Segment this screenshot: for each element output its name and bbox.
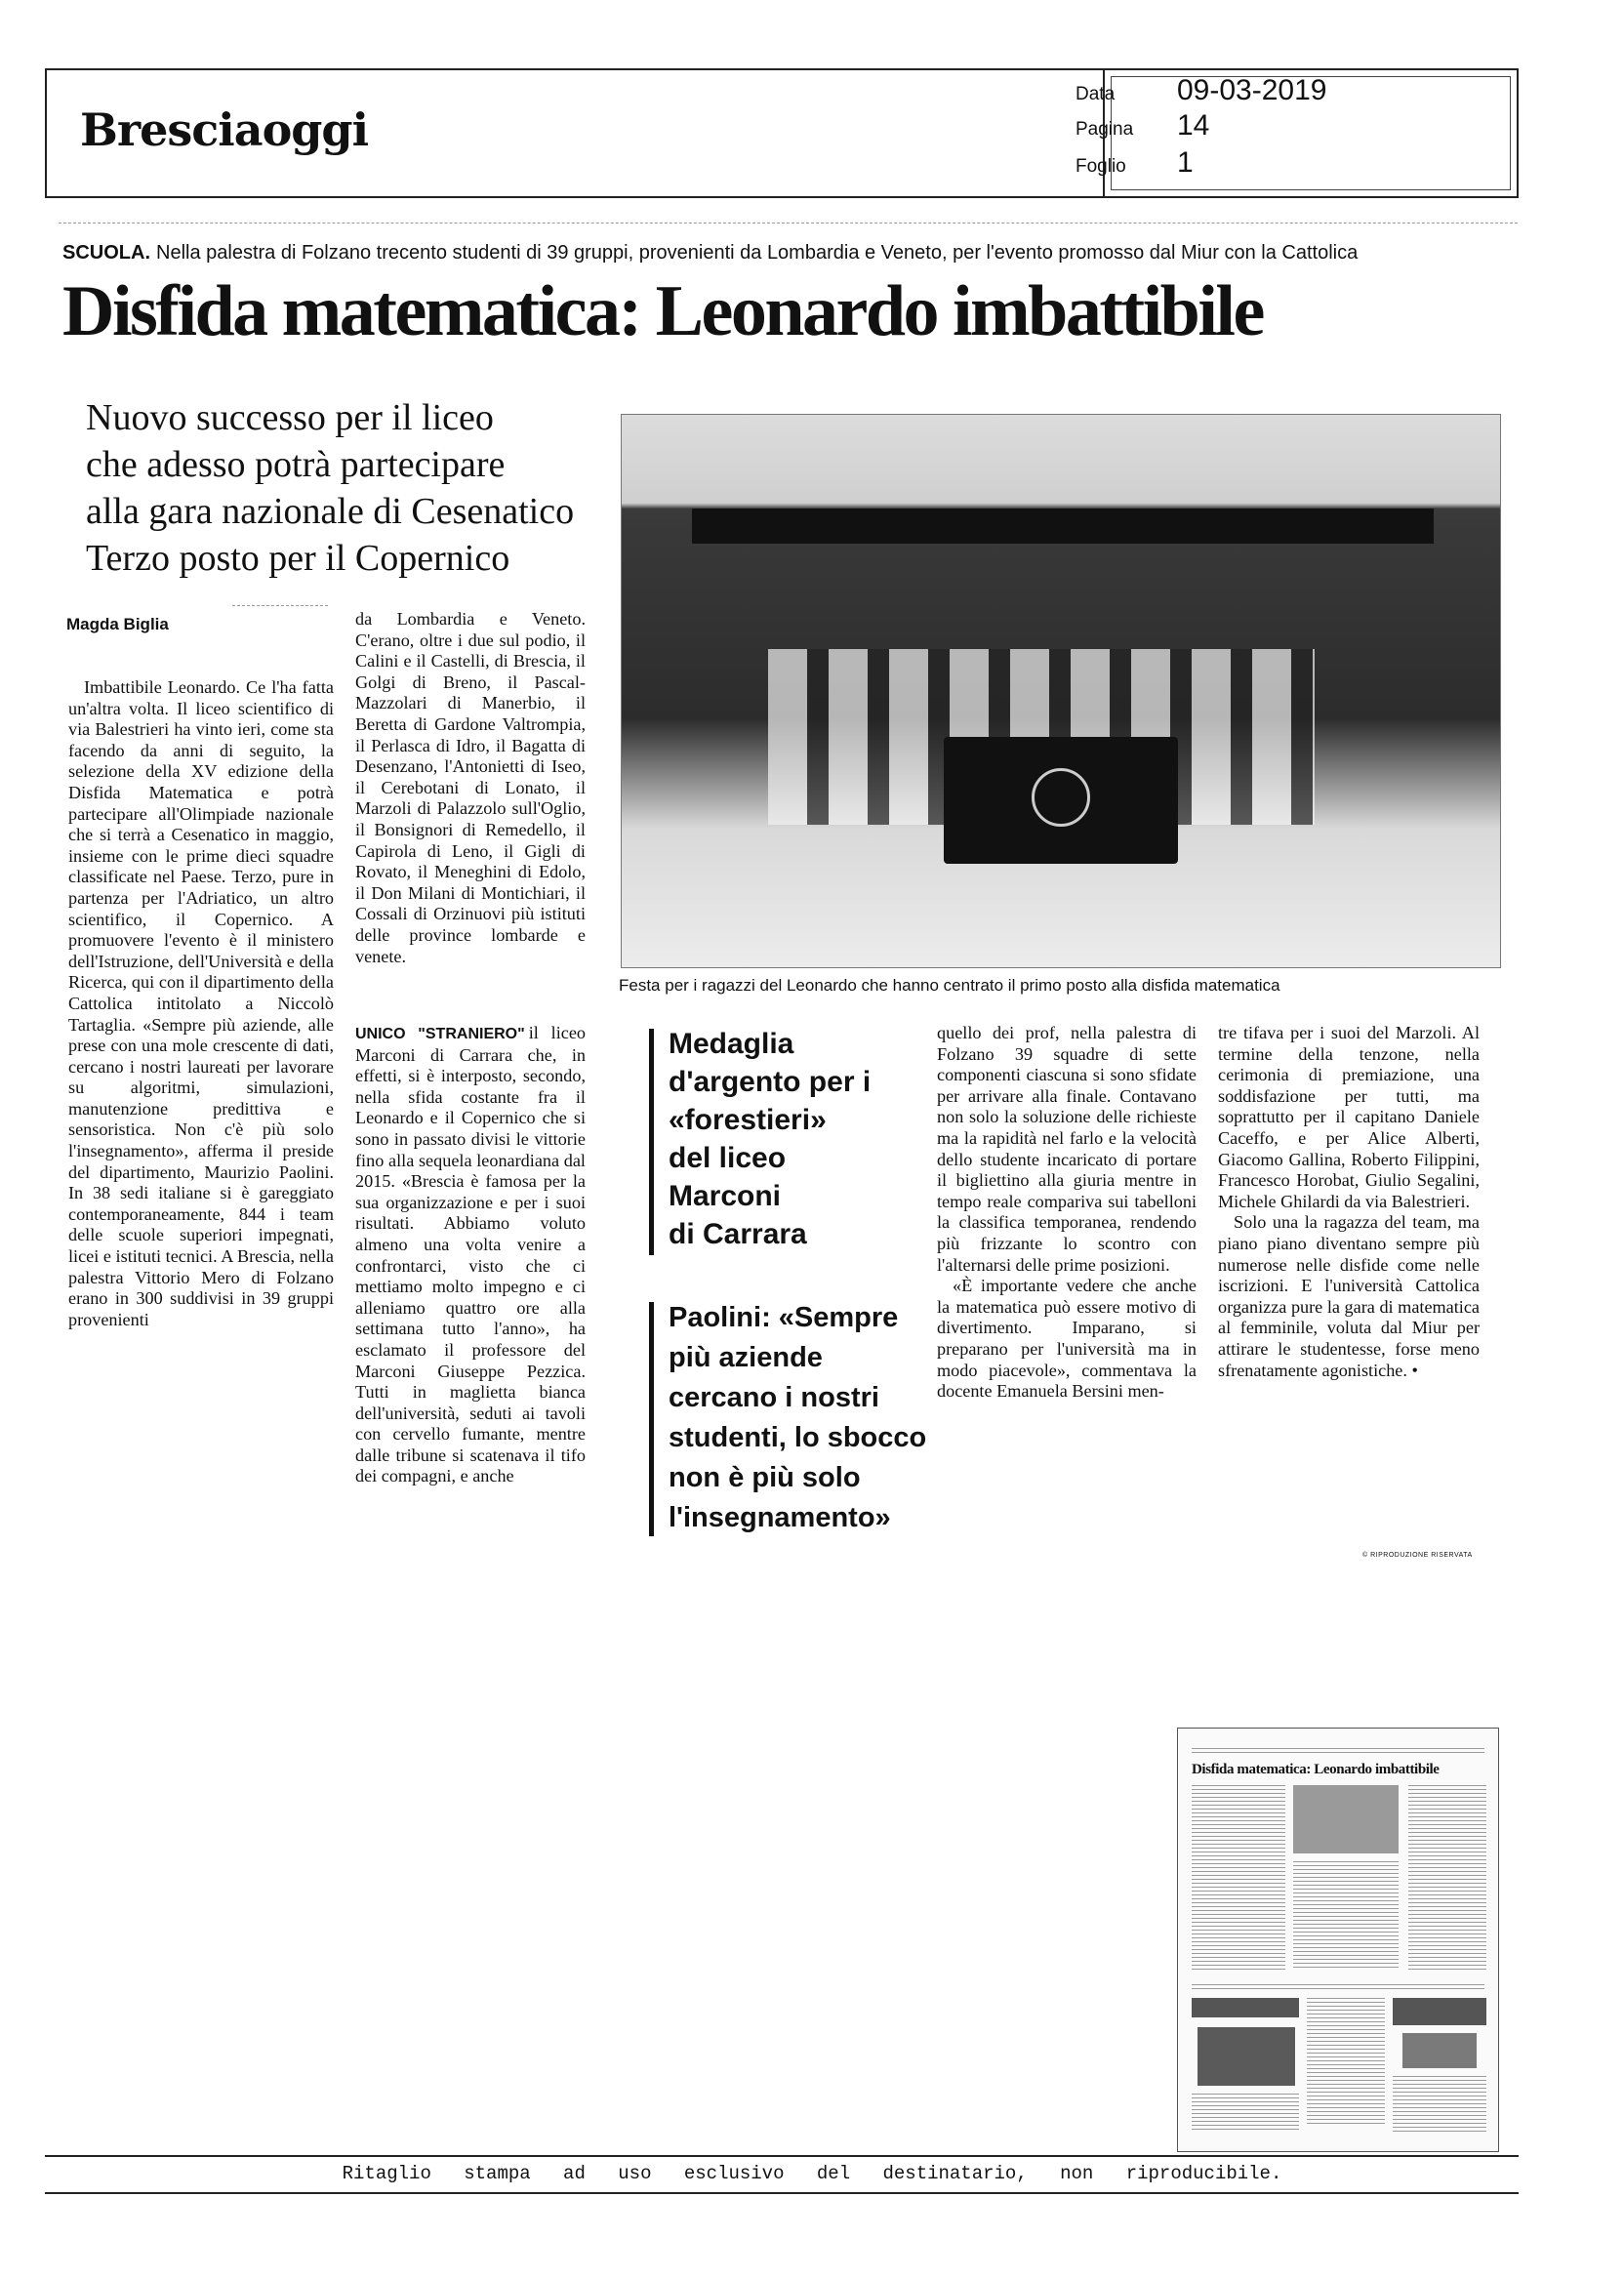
subhead-line: Terzo posto per il Copernico: [86, 538, 510, 579]
footer-rule-bottom: [45, 2192, 1519, 2194]
pullquote-line: non è più solo: [669, 1462, 861, 1493]
date-value: 09-03-2019: [1177, 74, 1327, 106]
pullquote-line: più aziende: [669, 1342, 823, 1373]
date-row: [1076, 74, 1326, 107]
pullquote-bar: [649, 1029, 654, 1255]
page-value: 14: [1177, 109, 1210, 142]
subhead-line: che adesso potrà partecipare: [86, 444, 506, 485]
body-paragraph: Imbattibile Leonardo. Ce l'ha fatta un'altra volta. Il liceo scientifico di via Balestrieri ha vinto ieri, come sta facendo da anni di seguito, la selezione della XV edizione della Disfida Matematica e potrà partecipare all'Olimpiade nazionale che si terrà a Cesenatico in maggio, insieme con le prime dieci squadre classificate nel Paese. Terzo, pure in partenza per l'Adriatico, un altro scientifico, il Copernico. A promuovere l'evento è il ministero dell'Istruzione, dell'Università e della Ricerca, qui con il dipartimento della Cattolica intitolato a Niccolò Tartaglia. «Sempre più aziende, alle prese con una mole crescente di dati, cercano i nostri laureati per lavorare su algoritmi, simulazioni, manutenzione predittiva e sensoristica. Non c'è più solo l'insegnamento», afferma il preside del dipartimento, Maurizio Paolini. In 38 sedi italiane si è gareggiato contemporaneamente, 844 i team delle scuole superiori impegnati, licei e istituti tecnici. A Brescia, nella palestra Vittorio Mero di Folzano erano in 300 suddivisi in 39 gruppi provenienti: [68, 677, 334, 1329]
pullquote-line: studenti, lo sbocco: [669, 1422, 927, 1453]
article-subhead: [86, 394, 632, 582]
page-label: Pagina: [1076, 119, 1134, 140]
pullquote-line: di Carrara: [669, 1218, 807, 1250]
date-label: Data: [1076, 84, 1116, 104]
pullquote-line: Paolini: «Sempre: [669, 1302, 899, 1333]
body-paragraph: da Lombardia e Veneto. C'erano, oltre i due sul podio, il Calini e il Castelli, di Brescia, il Golgi di Breno, il Pascal-Mazzolari di Manerbio, il Beretta di Gardone Valtrompia, il Perlasca di Idro, il Bagatta di Desenzano, l'Antonietti di Iseo, il Cerebotani di Lonato, il Marzoli di Palazzolo sull'Oglio, il Bonsignori di Remedello, il Capirola di Leno, il Gigli di Rovato, il Meneghini di Edolo, il Don Milani di Montichiari, il Cossali di Orzinuovi più istituti delle province lombarde e venete.: [355, 609, 586, 966]
pullquote-line: del liceo: [669, 1142, 787, 1174]
photo-caption: Festa per i ragazzi del Leonardo che hanno centrato il primo posto alla disfida matematica: [619, 976, 1280, 995]
thumbnail-text-block: [1192, 1748, 1484, 1756]
article-photo: [621, 414, 1501, 968]
pullquote-text: [669, 1298, 927, 1538]
thumbnail-subheadline: [1192, 1998, 1299, 2017]
thumbnail-photo: [1293, 1785, 1399, 1853]
body-paragraph: Solo una la ragazza del team, ma piano piano diventano sempre più numerose nelle disfide come nelle iscrizioni. E l'università Cattolica organizza pure la gara di matematica al femminile, voluta dal Miur per attirare le studentesse, forse meno sfrenatamente agonistiche. •: [1218, 1212, 1480, 1380]
copyright-note: © RIPRODUZIONE RISERVATA: [1362, 1552, 1473, 1559]
body-column-1: [68, 677, 334, 1330]
subhead-line: alla gara nazionale di Cesenatico: [86, 491, 575, 532]
thumbnail-text-block: [1192, 1984, 1484, 1990]
body-column-4: [1218, 1023, 1480, 1381]
body-text: il liceo Marconi di Carrara che, in effetti, si è interposto, secondo, nella sfida costante fra il Leonardo e il Copernico che si sono in passato divisi le vittorie fino alla sequela leonardiana dal 2015. «Brescia è famosa per la sua organizzazione e per i suoi risultati. Abbiamo voluto almeno una volta venire a confrontarci, visto che ci mettiamo molto impegno e ci alleniamo quattro ore alla settimana tutto l'anno», ha esclamato il professore del Marconi Giuseppe Pezzica. Tutti in maglietta bianca dell'università, seduti ai tavoli con cervello fumante, mentre dalle tribune si scatenava il tifo dei compagni, e anche: [355, 1023, 586, 1486]
body-column-2: [355, 609, 586, 967]
newspaper-name: Bresciaoggi: [80, 103, 369, 156]
thumbnail-subheadline: [1393, 1998, 1486, 2025]
body-paragraph: quello dei prof, nella palestra di Folzano 39 squadre di sette componenti ciascuna si sono sfidate per arrivare alla finale. Contavano non solo la soluzione delle richieste ma la rapidità nel farlo e la velocità dello studente incaricato di portare il bigliettino alla giuria mentre in tempo reale compariva sui tabelloni la classifica temporanea, rendendo più frizzante lo scontro con l'alternarsi delle prime posizioni.: [937, 1023, 1197, 1275]
pullquote-line: Medaglia: [669, 1028, 794, 1060]
body-paragraph: «È importante vedere che anche la matematica può essere motivo di divertimento. Imparano, si preparano per l'università ma in modo piacevole», commentava la docente Emanuela Bersini men-: [937, 1276, 1197, 1402]
body-paragraph: [355, 1023, 586, 1487]
kicker-text: Nella palestra di Folzano trecento studenti di 39 gruppi, provenienti da Lombardia e Veneto, per l'evento promosso dal Miur con la Cattolica: [156, 242, 1359, 264]
sheet-row: [1076, 146, 1194, 180]
thumbnail-text-block: [1192, 2094, 1299, 2133]
sheet-value: 1: [1177, 146, 1194, 179]
body-column-2-lower: [355, 1023, 586, 1487]
photo-shelter-roof: [692, 509, 1434, 544]
article-top-rule: [59, 223, 1518, 224]
pullquote-line: «forestieri»: [669, 1104, 827, 1136]
article-byline: Magda Biglia: [66, 615, 169, 633]
footer-rule-top: [45, 2155, 1519, 2157]
footer-notice: Ritaglio stampa ad uso esclusivo del destinatario, non riproducibile.: [342, 2163, 1282, 2184]
pullquote-box-marconi: [649, 1025, 922, 1259]
subhead-line: Nuovo successo per il liceo: [86, 397, 494, 438]
page-row: [1076, 109, 1209, 142]
article-headline: Disfida matematica: Leonardo imbattibile: [62, 271, 1263, 351]
pullquote-line: Marconi: [669, 1180, 782, 1212]
body-paragraph: tre tifava per i suoi del Marzoli. Al termine della tenzone, nella cerimonia di premiazione, una soddisfazione per tutti, ma soprattutto per il capitano Daniele Caceffo, e per Alice Alberti, Giacomo Gallina, Roberto Filippini, Francesco Horobat, Giulio Segalini, Michele Ghilardi da via Balestrieri.: [1218, 1023, 1480, 1211]
thumbnail-text-block: [1192, 1785, 1285, 1971]
page-thumbnail: [1177, 1728, 1499, 2152]
kicker-label: SCUOLA.: [62, 242, 150, 264]
pullquote-bar: [649, 1302, 654, 1536]
byline-rule: [232, 605, 328, 606]
thumbnail-photo: [1198, 2027, 1295, 2086]
thumbnail-photo: [1402, 2033, 1477, 2068]
thumbnail-text-block: [1307, 1998, 1385, 2125]
body-column-3: [937, 1023, 1197, 1403]
runin-heading: UNICO "STRANIERO": [355, 1026, 525, 1042]
pullquote-line: d'argento per i: [669, 1066, 872, 1098]
photo-seal-emblem: [1032, 768, 1090, 827]
pullquote-box-paolini: [649, 1298, 927, 1552]
sheet-label: Foglio: [1076, 156, 1126, 177]
pullquote-line: cercano i nostri: [669, 1382, 879, 1413]
thumbnail-text-block: [1393, 2076, 1486, 2133]
article-kicker: [62, 242, 1358, 265]
thumbnail-text-block: [1408, 1785, 1486, 1971]
pullquote-text: [669, 1025, 922, 1253]
pullquote-line: l'insegnamento»: [669, 1502, 891, 1533]
thumbnail-text-block: [1293, 1861, 1399, 1971]
thumbnail-headline: Disfida matematica: Leonardo imbattibile: [1192, 1762, 1440, 1777]
